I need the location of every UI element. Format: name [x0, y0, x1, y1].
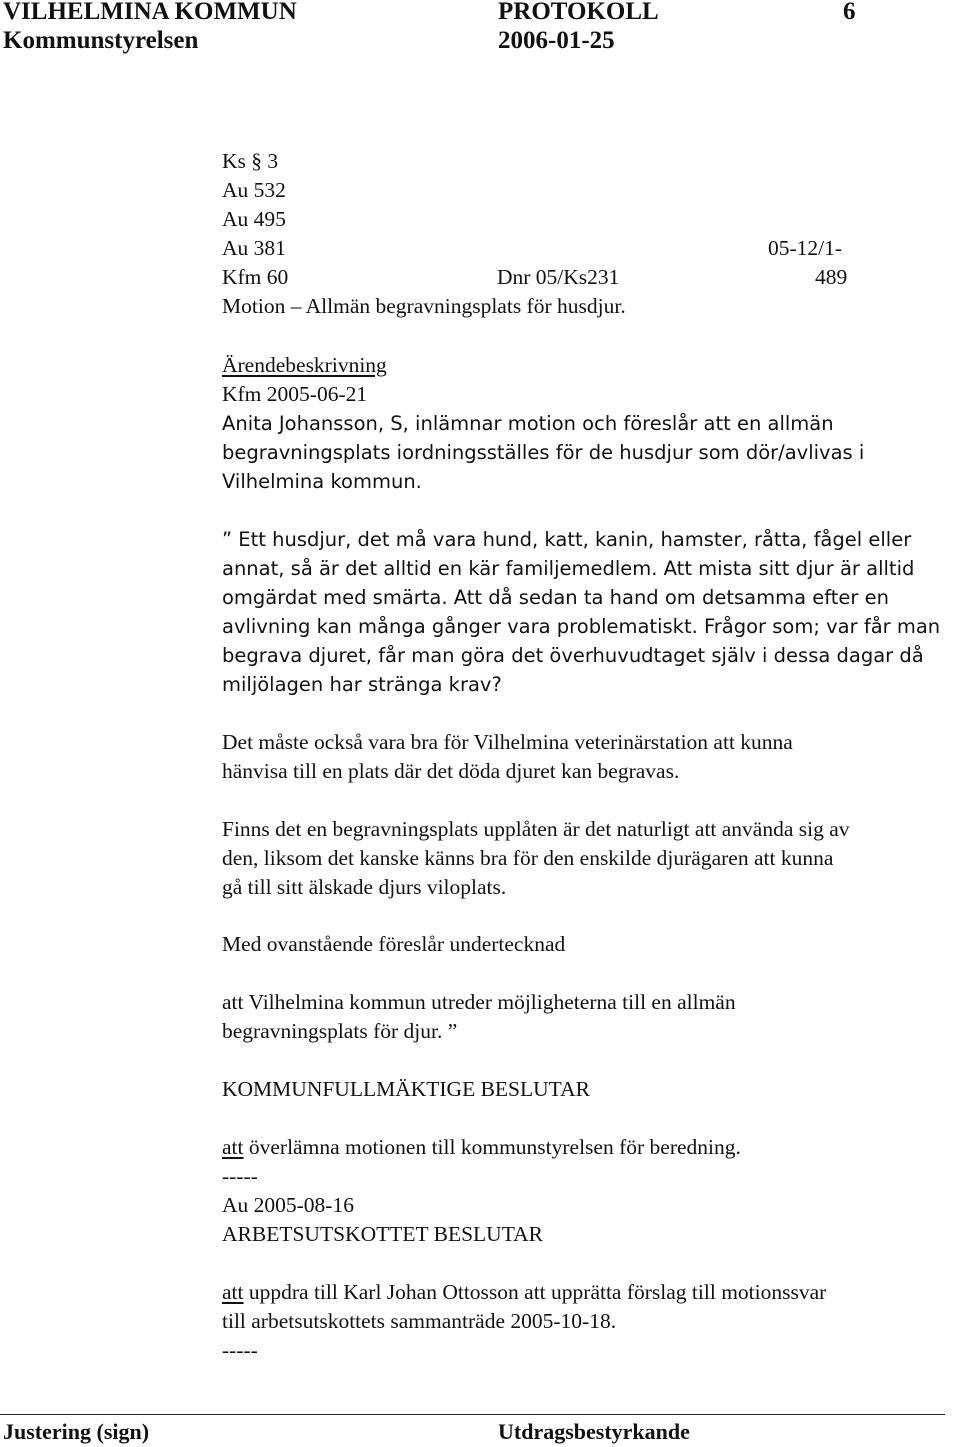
case-intro-line: Anita Johansson, S, inlämnar motion och föreslår att en allmän — [222, 412, 834, 435]
motion-paragraph-line: att Vilhelmina kommun utreder möjligheterna till en allmän — [222, 990, 736, 1014]
motion-paragraph-line: den, liksom det kanske känns bra för den enskilde djurägaren att kunna — [222, 846, 834, 870]
kf-decision-text — [222, 1133, 741, 1162]
case-heading: Ärendebeskrivning — [222, 353, 387, 377]
case-intro-line: begravningsplats iordningsställes för de husdjur som dör/avlivas i — [222, 441, 865, 464]
motion-paragraph-line: begravningsplats för djur. ” — [222, 1019, 458, 1043]
ref-au-3: Au 381 — [222, 236, 286, 260]
ref-code-1: 05-12/1- — [768, 236, 843, 260]
motion-paragraph-line: hänvisa till en plats där det döda djuret kan begravas. — [222, 759, 680, 783]
footer-certification-label: Utdragsbestyrkande — [498, 1419, 690, 1444]
subject-line: Motion – Allmän begravningsplats för husdjur. — [222, 294, 626, 318]
header-page-number: 6 — [843, 0, 856, 25]
au-decision-text — [222, 1278, 826, 1307]
motion-paragraph-line: annat, så är det alltid en kär familjemedlem. Att mista sitt djur är alltid — [222, 557, 915, 580]
ref-au-2: Au 495 — [222, 207, 286, 231]
motion-paragraph-line: ” Ett husdjur, det må vara hund, katt, kanin, hamster, råtta, fågel eller — [222, 528, 912, 551]
header-date: 2006-01-25 — [498, 27, 615, 54]
motion-paragraph-line: omgärdat med smärta. Att då sedan ta hand om detsamma efter en — [222, 586, 889, 609]
kf-decision-heading: KOMMUNFULLMÄKTIGE BESLUTAR — [222, 1077, 590, 1101]
motion-paragraph-line: miljölagen har stränga krav? — [222, 673, 502, 696]
au-decision-heading: ARBETSUTSKOTTET BESLUTAR — [222, 1222, 543, 1246]
motion-paragraph-line: avlivning kan många gånger vara problematiskt. Frågor som; var får man — [222, 615, 941, 638]
footer-signature-label: Justering (sign) — [3, 1419, 150, 1444]
kf-separator: ----- — [222, 1164, 258, 1188]
au-decision-body: uppdra till Karl Johan Ottosson att upprätta förslag till motionssvar — [243, 1280, 827, 1304]
footer-divider — [0, 1414, 945, 1415]
header-organization: VILHELMINA KOMMUN — [3, 0, 297, 25]
motion-paragraph-line: Finns det en begravningsplats upplåten är det naturligt att använda sig av — [222, 817, 850, 841]
ref-ks: Ks § 3 — [222, 149, 279, 173]
au-decision-text-line: till arbetsutskottets sammanträde 2005-10-18. — [222, 1309, 617, 1333]
motion-paragraph-line: Det måste också vara bra för Vilhelmina veterinärstation att kunna — [222, 730, 793, 754]
case-kfm-date: Kfm 2005-06-21 — [222, 382, 368, 406]
ref-au-1: Au 532 — [222, 178, 286, 202]
au-decision-date: Au 2005-08-16 — [222, 1193, 354, 1217]
ref-kfm: Kfm 60 — [222, 265, 289, 289]
au-separator: ----- — [222, 1338, 258, 1362]
header-body: Kommunstyrelsen — [3, 27, 199, 54]
motion-paragraph-line: begrava djuret, får man göra det överhuvudtaget själv i dessa dagar då — [222, 644, 924, 667]
motion-paragraph-line: Med ovanstående föreslår undertecknad — [222, 932, 566, 956]
kf-decision-body: överlämna motionen till kommunstyrelsen för beredning. — [243, 1135, 741, 1159]
ref-dnr: Dnr 05/Ks231 — [497, 265, 620, 289]
kf-decision-att: att — [222, 1135, 244, 1159]
case-intro-line: Vilhelmina kommun. — [222, 470, 422, 493]
ref-code-2: 489 — [815, 265, 848, 289]
header-doc-type: PROTOKOLL — [498, 0, 659, 25]
motion-paragraph-line: gå till sitt älskade djurs viloplats. — [222, 875, 507, 899]
au-decision-att: att — [222, 1280, 244, 1304]
